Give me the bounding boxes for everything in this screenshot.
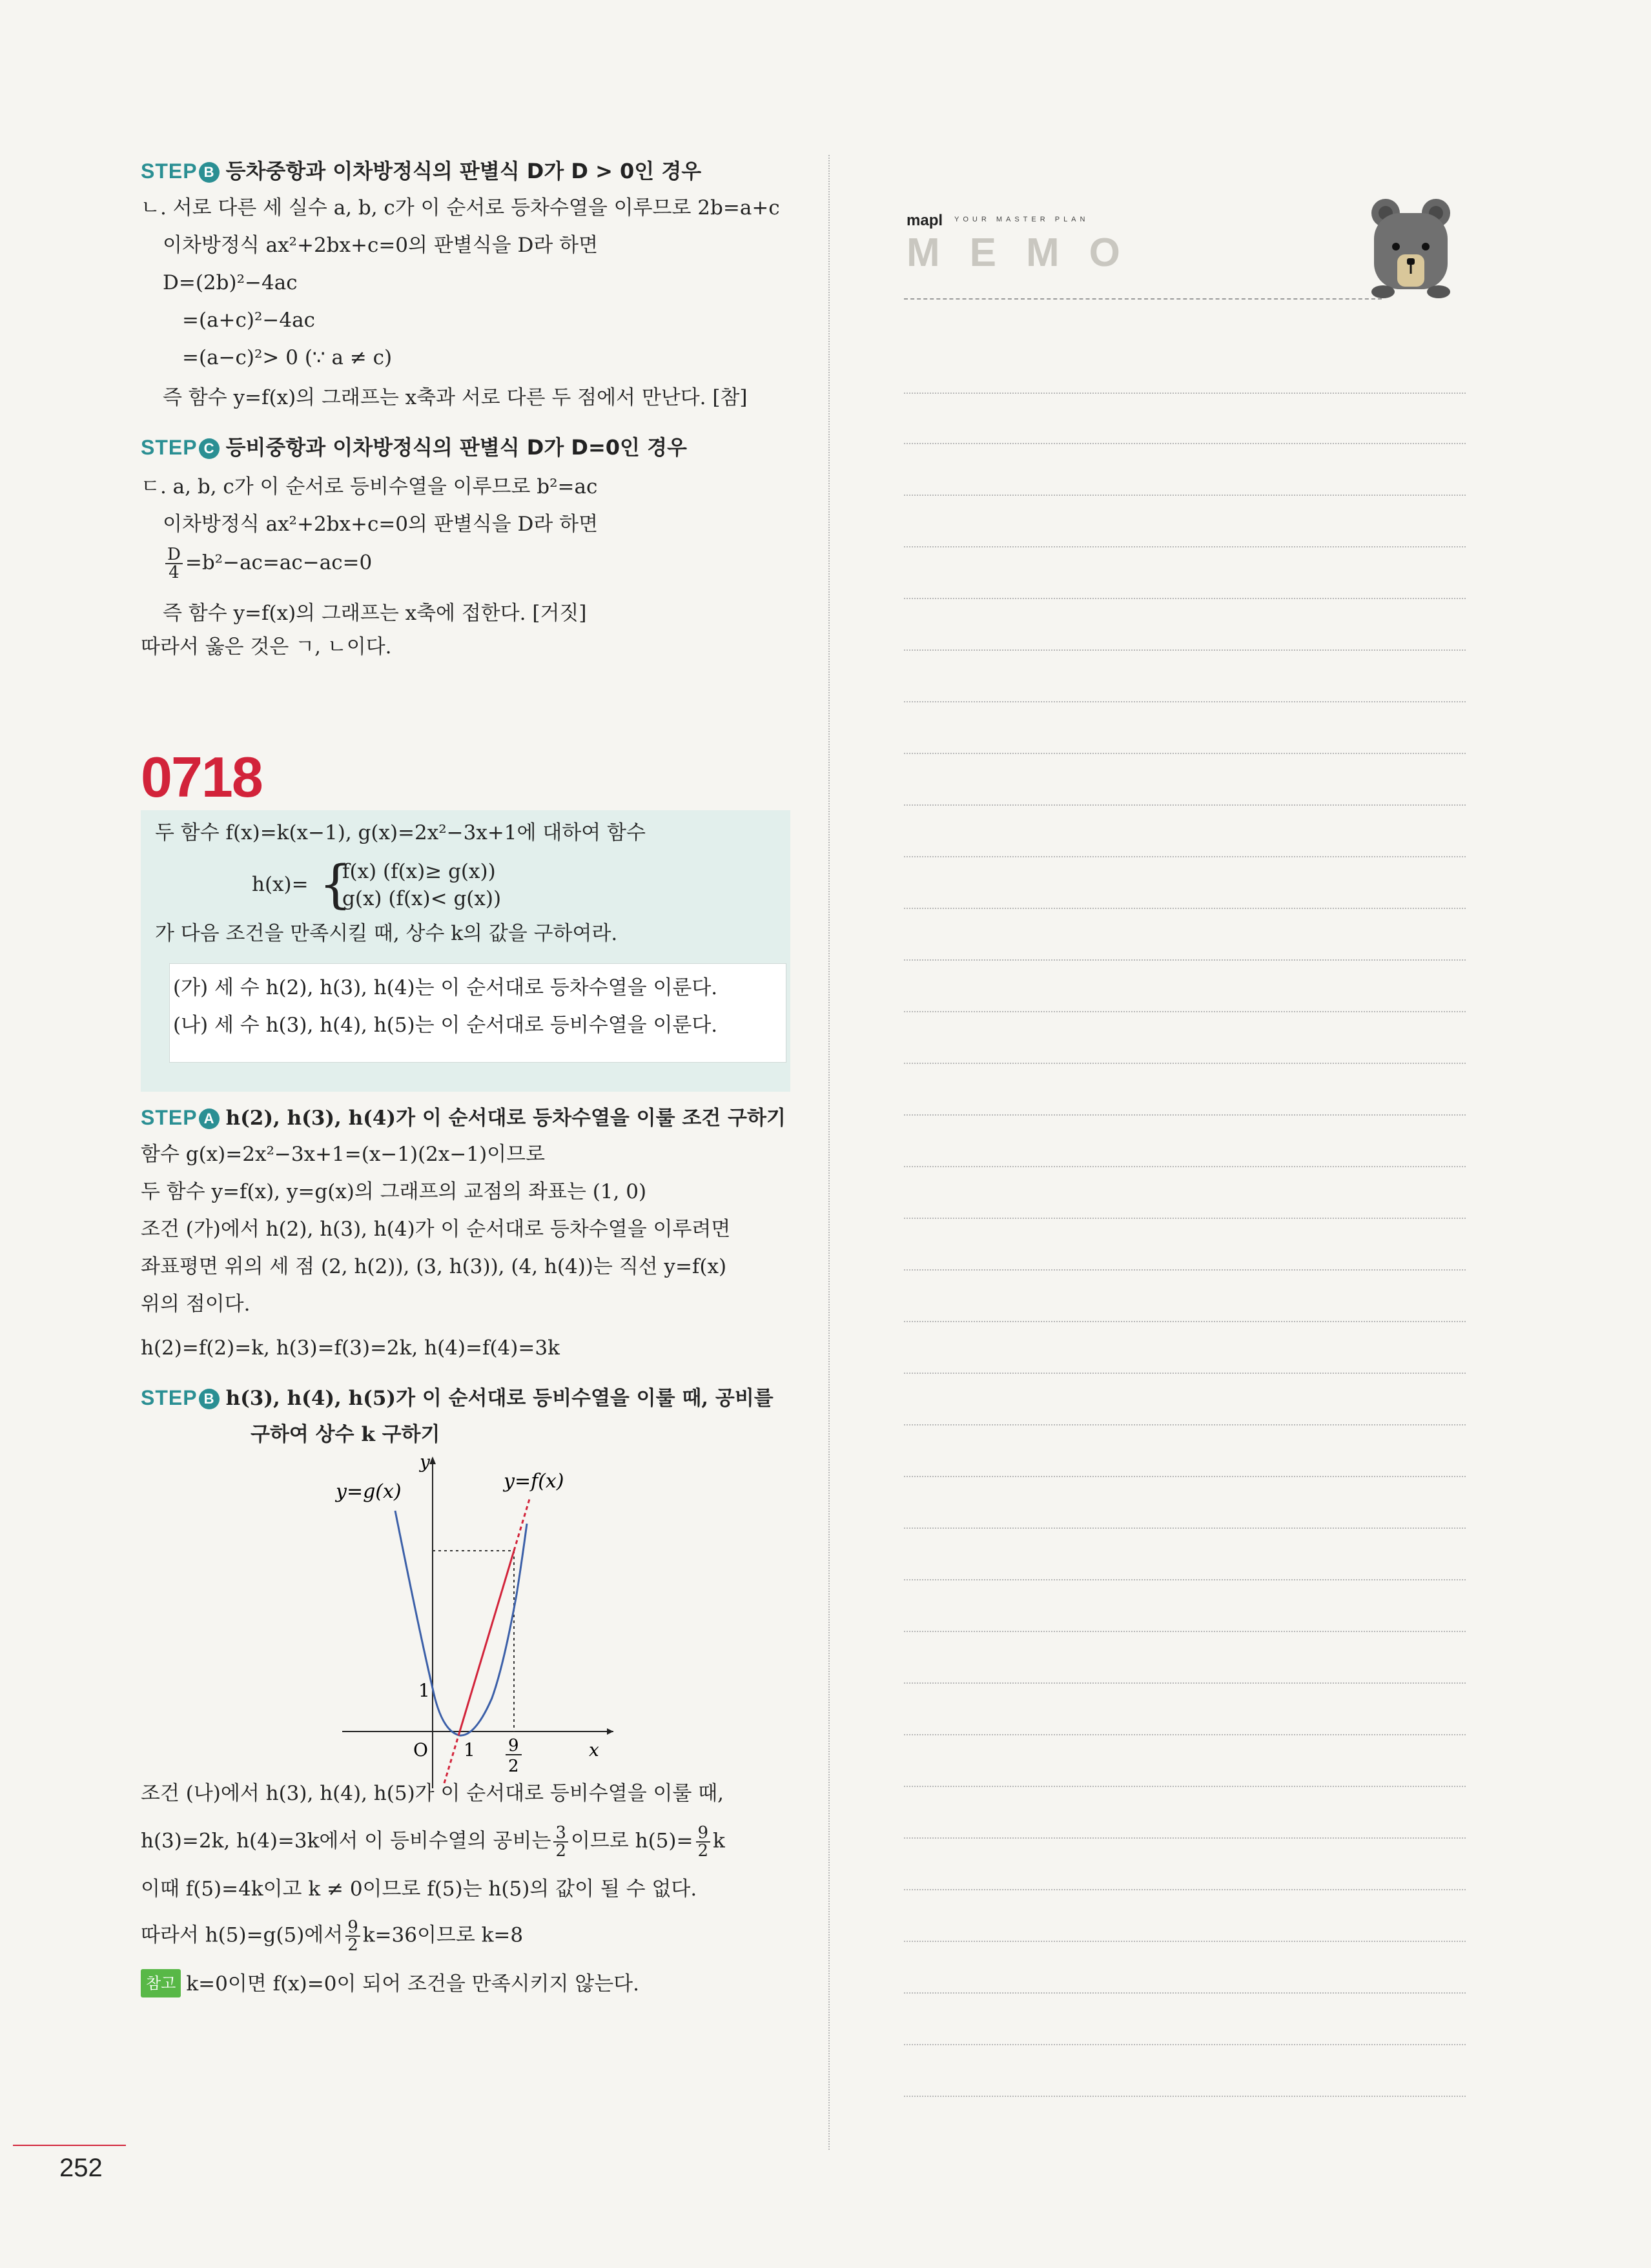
memo-line: [904, 1992, 1466, 1994]
memo-line: [904, 1476, 1466, 1477]
a-line: 좌표평면 위의 세 점 (2, h(2)), (3, h(3)), (4, h(4))는 직선 y=f(x): [141, 1255, 727, 1278]
note-tag: 참고: [141, 1969, 181, 1997]
step-letter-badge: A: [199, 1108, 220, 1129]
memo-brand-sub: YOUR MASTER PLAN: [954, 216, 1089, 223]
memo-line: [904, 2096, 1466, 2097]
step-b2-heading: [141, 1382, 774, 1411]
function-graph: [323, 1453, 620, 1795]
condition-2: (나) 세 수 h(3), h(4), h(5)는 이 순서대로 등비수열을 이룬다.: [173, 1014, 718, 1037]
memo-line: [904, 804, 1466, 806]
memo-line: [904, 649, 1466, 651]
step-a-heading: [141, 1101, 786, 1130]
memo-line: [904, 753, 1466, 754]
memo-line: [904, 1682, 1466, 1684]
memo-line: [904, 908, 1466, 909]
condition-1: (가) 세 수 h(2), h(3), h(4)는 이 순서대로 등차수열을 이룬다.: [173, 976, 718, 999]
brace-icon: {: [319, 854, 352, 914]
step-letter-badge: B: [199, 1389, 220, 1409]
b2-line: 조건 (나)에서 h(3), h(4), h(5)가 이 순서대로 등비수열을 이룰 때,: [141, 1782, 724, 1805]
label-g: y=g(x): [336, 1480, 402, 1503]
memo-line: [904, 701, 1466, 702]
memo-line: [904, 2044, 1466, 2045]
step-label: STEP: [141, 436, 198, 459]
b2-line-ratio: h(3)=2k, h(4)=3k에서 이 등비수열의 공비는 $\frac{3}{2}$ 이므로 h(5)= $\frac{9}{2}$ k: [141, 1823, 725, 1861]
memo-brand: mapl: [907, 212, 943, 229]
x-axis-label: x: [589, 1739, 599, 1761]
g-curve: [395, 1511, 527, 1735]
note-text: k=0이면 f(x)=0이 되어 조건을 만족시키지 않는다.: [186, 1972, 639, 1996]
a-line: 위의 점이다.: [141, 1292, 251, 1316]
step-b1-heading: [141, 155, 701, 185]
column-divider: [828, 155, 830, 2150]
memo-line: [904, 1011, 1466, 1012]
step-title: h(3), h(4), h(5)가 이 순서대로 등비수열을 이룰 때, 공비를: [225, 1387, 774, 1410]
memo-line: [904, 1218, 1466, 1219]
step-title: 등차중항과 이차방정식의 판별식 D가 D > 0인 경우: [225, 159, 702, 183]
memo-line: [904, 495, 1466, 496]
memo-line: [904, 1941, 1466, 1942]
memo-header-rule: [904, 298, 1382, 300]
memo-line: [904, 443, 1466, 444]
memo-line: [904, 1373, 1466, 1374]
fraction: $\frac{D}{4}$: [165, 546, 183, 581]
footer-rule: [13, 2145, 126, 2146]
y-axis-label: y: [420, 1453, 430, 1473]
a-line: 함수 g(x)=2x²−3x+1=(x−1)(2x−1)이므로: [141, 1143, 546, 1166]
memo-line: [904, 1114, 1466, 1116]
c-line: 즉 함수 y=f(x)의 그래프는 x축에 접한다. [거짓]: [163, 602, 587, 625]
memo-line: [904, 598, 1466, 599]
y-intercept-label: 1: [418, 1680, 430, 1701]
b2-line: 이때 f(5)=4k이고 k ≠ 0이므로 f(5)는 h(5)의 값이 될 수 없다.: [141, 1877, 697, 1901]
x-tick-frac-den: 2: [508, 1757, 519, 1776]
x-tick-1-label: 1: [464, 1739, 475, 1761]
b1-line: 즉 함수 y=f(x)의 그래프는 x축과 서로 다른 두 점에서 만난다. [참]: [163, 386, 748, 409]
step-letter-badge: B: [199, 162, 220, 183]
memo-line: [904, 393, 1466, 394]
memo-line: [904, 1837, 1466, 1839]
memo-title: MEMO: [907, 230, 1150, 275]
piecewise-case-1: f(x) (f(x)≥ g(x)): [342, 860, 496, 883]
memo-line: [904, 1424, 1466, 1425]
f-line-dashed-lower: [444, 1732, 460, 1783]
c-line: 따라서 옳은 것은 ㄱ, ㄴ이다.: [141, 635, 392, 659]
x-tick-frac-num: 9: [508, 1736, 519, 1755]
x-axis-arrow-icon: [607, 1728, 613, 1735]
memo-line: [904, 1269, 1466, 1271]
b1-line: ㄴ. 서로 다른 세 실수 a, b, c가 이 순서로 등차수열을 이루므로 2b=a+c: [141, 196, 780, 220]
label-f: y=f(x): [504, 1470, 564, 1493]
memo-line: [904, 1527, 1466, 1529]
question-line: 가 다음 조건을 만족시킬 때, 상수 k의 값을 구하여라.: [155, 922, 618, 945]
step-label: STEP: [141, 1386, 198, 1409]
bear-mascot-icon: [1369, 191, 1453, 298]
page-number: 252: [59, 2154, 103, 2182]
memo-line: [904, 1786, 1466, 1787]
problem-number: 0718: [141, 745, 262, 809]
step-letter-badge: C: [199, 438, 220, 459]
memo-line: [904, 959, 1466, 961]
step-title: h(2), h(3), h(4)가 이 순서대로 등차수열을 이룰 조건 구하기: [225, 1107, 786, 1130]
b1-line: D=(2b)²−4ac: [163, 271, 298, 294]
memo-line: [904, 1579, 1466, 1580]
c-line-discriminant: $\frac{D}{4}$ =b²−ac=ac−ac=0: [163, 546, 372, 581]
step-title: 등비중항과 이차방정식의 판별식 D가 D=0인 경우: [225, 435, 687, 460]
memo-line: [904, 1063, 1466, 1064]
memo-line: [904, 856, 1466, 857]
b1-line: =(a−c)²> 0 (∵ a ≠ c): [182, 346, 393, 369]
memo-line: [904, 546, 1466, 547]
piecewise-case-2: g(x) (f(x)< g(x)): [342, 887, 502, 910]
memo-line: [904, 1166, 1466, 1167]
piecewise-lhs: h(x)=: [252, 873, 309, 896]
a-line: 두 함수 y=f(x), y=g(x)의 그래프의 교점의 좌표는 (1, 0): [141, 1180, 647, 1203]
a-line: 조건 (가)에서 h(2), h(3), h(4)가 이 순서대로 등차수열을 이루려면: [141, 1218, 731, 1241]
memo-line: [904, 1631, 1466, 1632]
c-line: 이차방정식 ax²+2bx+c=0의 판별식을 D라 하면: [163, 513, 599, 536]
b1-line: =(a+c)²−4ac: [182, 309, 315, 332]
memo-line: [904, 1734, 1466, 1735]
memo-line: [904, 1889, 1466, 1890]
origin-label: O: [413, 1739, 428, 1761]
step-label: STEP: [141, 159, 198, 183]
c-line: ㄷ. a, b, c가 이 순서로 등비수열을 이루므로 b²=ac: [141, 475, 598, 498]
b1-line: 이차방정식 ax²+2bx+c=0의 판별식을 D라 하면: [163, 234, 599, 257]
step-title-continued: 구하여 상수 k 구하기: [251, 1423, 440, 1446]
note-line: [141, 1969, 639, 1997]
y-axis-arrow-icon: [429, 1456, 436, 1464]
step-label: STEP: [141, 1106, 198, 1129]
step-c-heading: [141, 431, 687, 461]
a-line: h(2)=f(2)=k, h(3)=f(3)=2k, h(4)=f(4)=3k: [141, 1336, 560, 1360]
b2-line-answer: 따라서 h(5)=g(5)에서 $\frac{9}{2}$ k=36이므로 k=8: [141, 1917, 524, 1955]
memo-line: [904, 1321, 1466, 1322]
f-line-solid: [460, 1551, 514, 1732]
question-line: 두 함수 f(x)=k(x−1), g(x)=2x²−3x+1에 대하여 함수: [155, 821, 646, 844]
